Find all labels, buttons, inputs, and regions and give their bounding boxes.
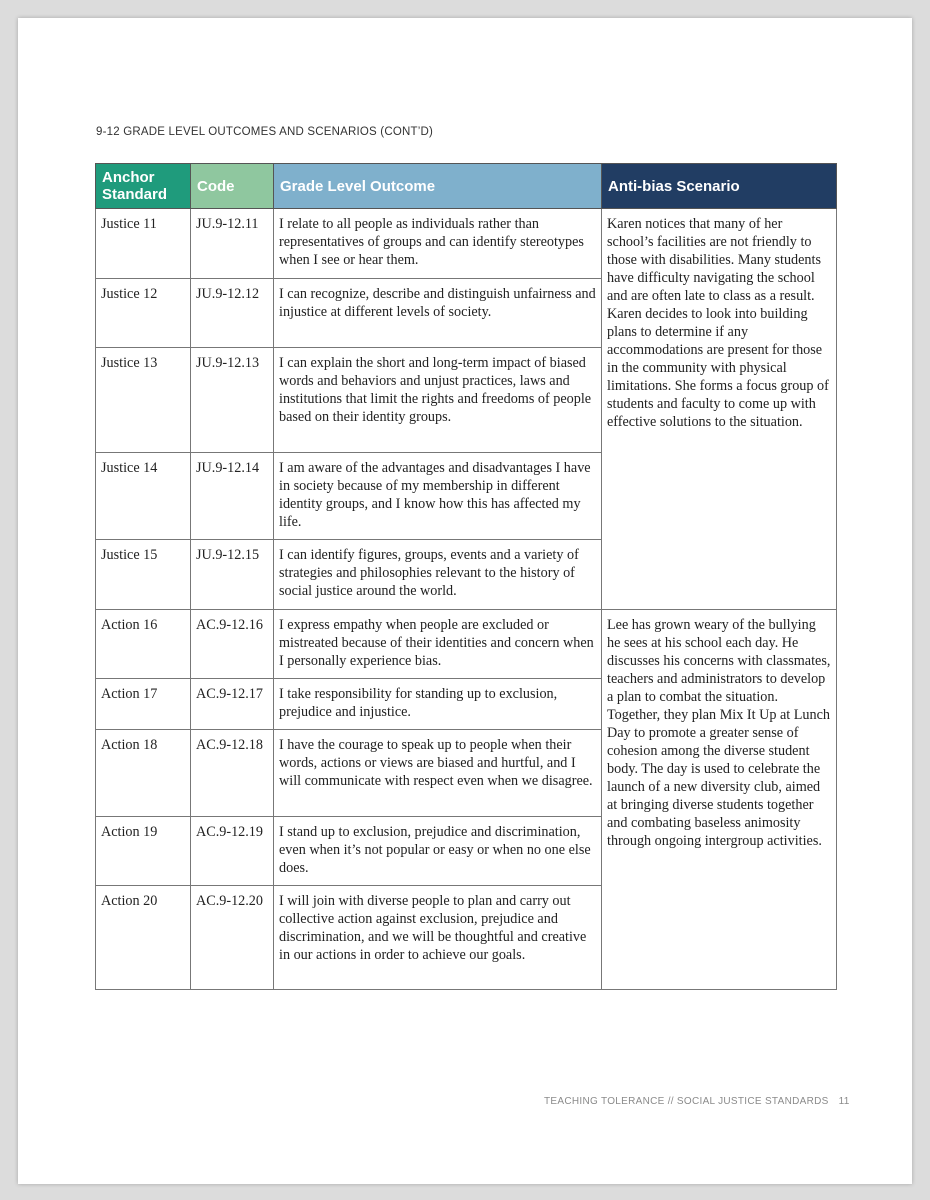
- document-page: [18, 18, 912, 1184]
- header-anti-bias-scenario: Anti-bias Scenario: [602, 164, 837, 209]
- code-cell: JU.9-12.11: [191, 209, 274, 279]
- code-cell: AC.9-12.18: [191, 730, 274, 817]
- section-title: 9-12 GRADE LEVEL OUTCOMES AND SCENARIOS (CONT’D): [96, 126, 433, 138]
- header-anchor-standard: Anchor Standard: [96, 164, 191, 209]
- code-cell: AC.9-12.16: [191, 610, 274, 679]
- outcome-cell: I stand up to exclusion, prejudice and discrimination, even when it’s not popular or easy or when no one else does.: [274, 817, 602, 886]
- outcome-cell: I will join with diverse people to plan and carry out collective action against exclusion, prejudice and discrimination, and we will be thoughtful and creative in our actions in order to achieve our goals.: [274, 886, 602, 990]
- page-number: 11: [838, 1096, 850, 1107]
- anchor-cell: Justice 15: [96, 540, 191, 610]
- anchor-cell: Action 19: [96, 817, 191, 886]
- header-grade-level-outcome: Grade Level Outcome: [274, 164, 602, 209]
- outcomes-table: [95, 163, 837, 990]
- anchor-cell: Justice 14: [96, 453, 191, 540]
- outcome-cell: I take responsibility for standing up to exclusion, prejudice and injustice.: [274, 679, 602, 730]
- anchor-cell: Action 20: [96, 886, 191, 990]
- code-cell: AC.9-12.19: [191, 817, 274, 886]
- scenario-cell-action: Lee has grown weary of the bullying he sees at his school each day. He discusses his concerns with classmates, teachers and administrators to develop a plan to combat the situation. Together, they plan Mix It Up at Lunch Day to promote a greater sense of cohesion among the diverse student body. The day is used to celebrate the launch of a new diversity club, aimed at bringing diverse students together and combating baseless animosity through ongoing intergroup activities.: [602, 610, 837, 990]
- table-row: [96, 209, 837, 279]
- outcome-cell: I can explain the short and long-term impact of biased words and behaviors and unjust practices, laws and institutions that limit the rights and freedoms of people based on their identity groups.: [274, 348, 602, 453]
- anchor-cell: Action 18: [96, 730, 191, 817]
- code-cell: JU.9-12.14: [191, 453, 274, 540]
- code-cell: JU.9-12.12: [191, 279, 274, 348]
- anchor-cell: Justice 11: [96, 209, 191, 279]
- anchor-cell: Justice 13: [96, 348, 191, 453]
- table-row: [96, 610, 837, 679]
- outcome-cell: I can identify figures, groups, events and a variety of strategies and philosophies relevant to the history of social justice around the world.: [274, 540, 602, 610]
- scenario-cell-justice: Karen notices that many of her school’s facilities are not friendly to those with disabilities. Many students have difficulty navigating the school and are often late to class as a result. Karen decides to look into building plans to determine if any accommodations are present for those in the community with physical limitations. She forms a focus group of students and faculty to come up with effective solutions to the situation.: [602, 209, 837, 610]
- outcome-cell: I am aware of the advantages and disadvantages I have in society because of my membership in different identity groups, and I know how this has affected my life.: [274, 453, 602, 540]
- anchor-cell: Justice 12: [96, 279, 191, 348]
- table-header-row: [96, 164, 837, 209]
- footer-text: TEACHING TOLERANCE // SOCIAL JUSTICE STANDARDS: [544, 1096, 829, 1107]
- code-cell: AC.9-12.20: [191, 886, 274, 990]
- code-cell: JU.9-12.15: [191, 540, 274, 610]
- outcome-cell: I can recognize, describe and distinguish unfairness and injustice at different levels of society.: [274, 279, 602, 348]
- page-footer: [544, 1096, 850, 1107]
- outcome-cell: I relate to all people as individuals rather than representatives of groups and can identify stereotypes when I see or hear them.: [274, 209, 602, 279]
- outcome-cell: I express empathy when people are excluded or mistreated because of their identities and concern when I personally experience bias.: [274, 610, 602, 679]
- code-cell: JU.9-12.13: [191, 348, 274, 453]
- anchor-cell: Action 17: [96, 679, 191, 730]
- outcome-cell: I have the courage to speak up to people when their words, actions or views are biased and hurtful, and I will communicate with respect even when we disagree.: [274, 730, 602, 817]
- anchor-cell: Action 16: [96, 610, 191, 679]
- header-code: Code: [191, 164, 274, 209]
- code-cell: AC.9-12.17: [191, 679, 274, 730]
